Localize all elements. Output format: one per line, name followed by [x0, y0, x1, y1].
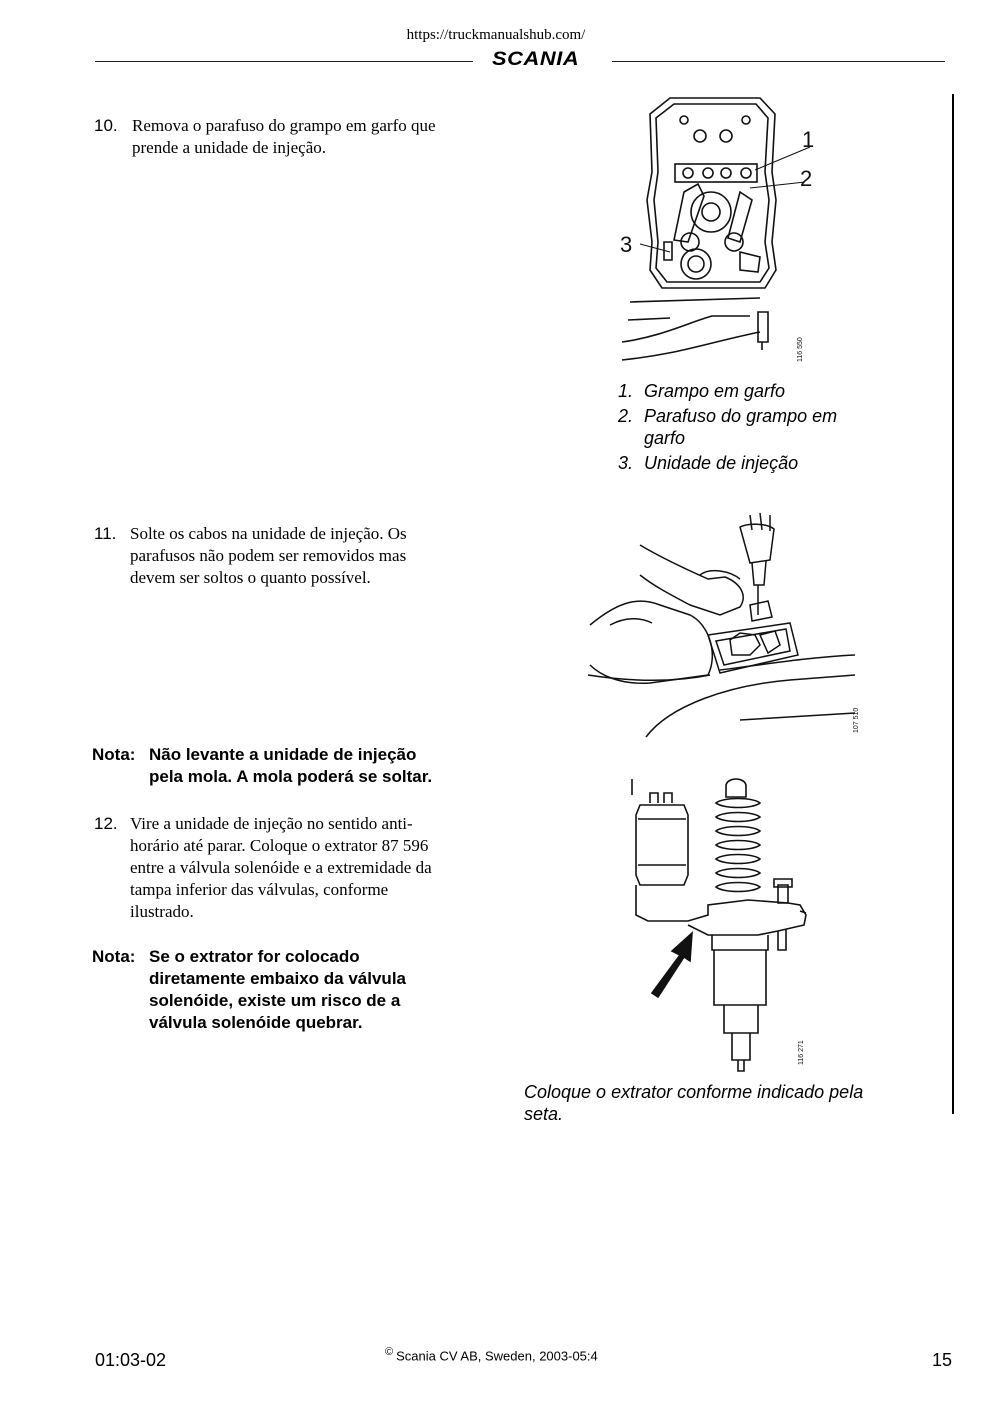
header-url: https://truckmanualshub.com/ [406, 27, 586, 43]
fig1-callout-1: 1 [802, 127, 815, 152]
step-10-number: 10. [94, 116, 118, 135]
footer-document-code: 01:03-02 [95, 1350, 167, 1370]
note-2-text: Se o extrator for colocado diretamente embaixo da válvula solenóide, existe um risco de a válvula solenóide quebrar. [149, 947, 406, 1032]
fig1-callout-3: 3 [620, 232, 633, 257]
header-rule-left [95, 61, 473, 62]
step-12-text: Vire a unidade de injeção no sentido anti- horário até parar. Coloque o extrator 87 596 entre a válvula solenóide e a extremidade da tampa inferior das válvulas, conforme ilustrado. [130, 814, 432, 921]
fig1-legend-item: 2. Parafuso do grampo em garfo [618, 406, 838, 448]
figure-extractor-position [628, 775, 818, 1075]
footer-page-number: 15 [932, 1350, 953, 1370]
note-2-label: Nota: [92, 947, 136, 966]
fig3-id: 116 271 [798, 1040, 805, 1065]
step-12-number: 12. [94, 814, 118, 833]
fig1-legend-item: 1. Grampo em garfo [618, 381, 786, 401]
copyright-symbol: © [385, 1346, 394, 1358]
header-rule-right [612, 61, 945, 62]
fig2-id: 107 510 [853, 707, 860, 733]
fig1-id: 116 550 [797, 337, 804, 362]
figure-loosen-cables [580, 505, 865, 740]
note-1-text: Não levante a unidade de injeção pela mola. A mola poderá se soltar. [149, 745, 433, 786]
revision-bar [952, 94, 954, 1114]
fig3-caption: Coloque o extrator conforme indicado pela seta. [524, 1082, 864, 1124]
fig1-legend [618, 380, 878, 474]
fig1-callout-2: 2 [800, 166, 813, 191]
fig1-legend-item: 3. Unidade de injeção [618, 453, 799, 473]
brand-logo: SCANIA [492, 49, 580, 70]
step-10-text: Remova o parafuso do grampo em garfo que prende a unidade de injeção. [132, 116, 436, 157]
step-11-text: Solte os cabos na unidade de injeção. Os parafusos não podem ser removidos mas devem ser soltos o quanto possível. [130, 524, 407, 587]
step-11-number: 11. [94, 524, 117, 543]
note-1-label: Nota: [92, 745, 136, 764]
footer-copyright: © Scania CV AB, Sweden, 2003-05:4 [385, 1346, 598, 1364]
figure-injector-clamp [600, 92, 840, 377]
